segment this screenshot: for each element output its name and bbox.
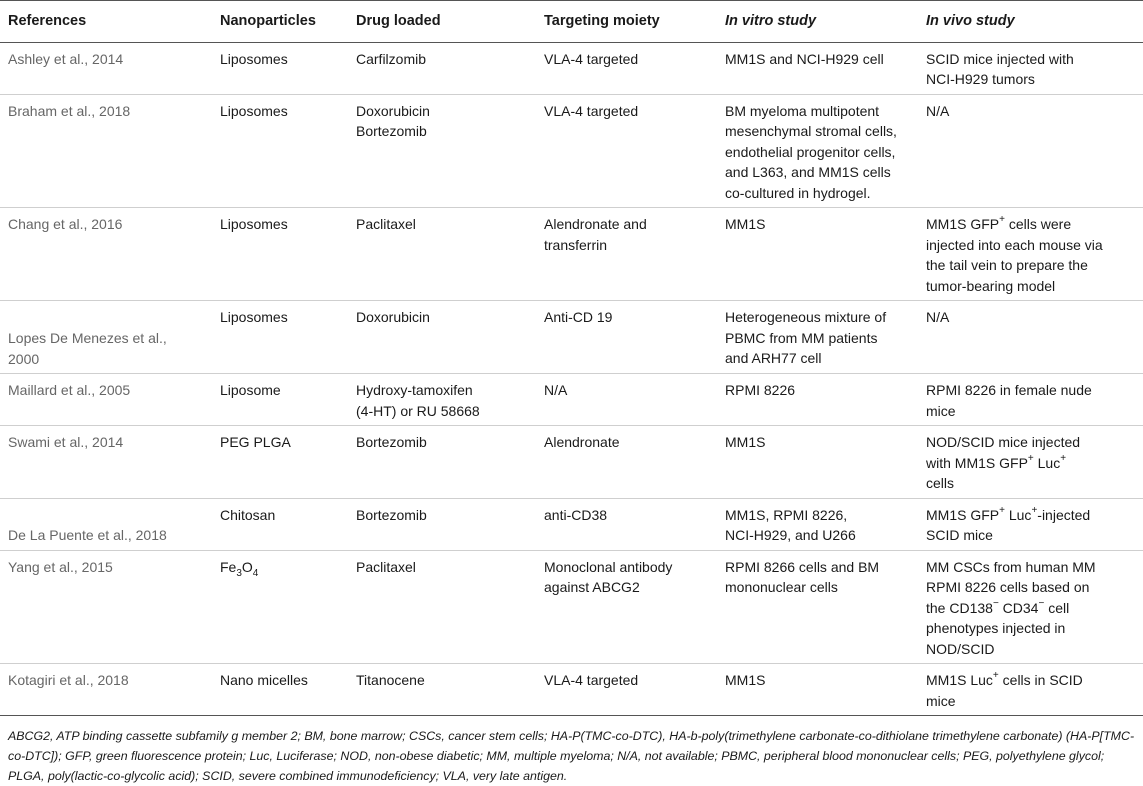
cell-nanoparticles: Liposomes bbox=[214, 42, 350, 94]
cell-line: Alendronate bbox=[544, 434, 620, 450]
cell-line: RPMI 8226 in female nude bbox=[926, 382, 1092, 398]
header-drug-loaded: Drug loaded bbox=[350, 1, 538, 43]
table-row bbox=[0, 374, 1143, 426]
header-targeting-moiety: Targeting moiety bbox=[538, 1, 719, 43]
cell-targeting bbox=[538, 498, 719, 550]
text-part: Fe bbox=[220, 558, 237, 575]
cell-line: Monoclonal antibody bbox=[544, 558, 673, 575]
cell-in-vitro bbox=[719, 208, 920, 301]
cell-nanoparticles: Liposomes bbox=[214, 208, 350, 301]
table-row bbox=[0, 301, 1143, 374]
cell-line: SCID mice injected with bbox=[926, 50, 1074, 67]
cell-line: Bortezomib bbox=[356, 434, 427, 450]
cell-in-vitro bbox=[719, 426, 920, 499]
cell-targeting bbox=[538, 94, 719, 208]
cell-reference: Kotagiri et al., 2018 bbox=[0, 664, 214, 716]
cell-line bbox=[926, 670, 1137, 691]
cell-nanoparticles: PEG PLGA bbox=[214, 426, 350, 499]
cell-drug bbox=[350, 42, 538, 94]
cell-reference: Yang et al., 2015 bbox=[0, 550, 214, 664]
cell-line: NCI-H929, and U266 bbox=[725, 527, 856, 543]
cell-line: co-cultured in hydrogel. bbox=[725, 184, 871, 201]
cell-line: Paclitaxel bbox=[356, 558, 416, 575]
cell-line: BM myeloma multipotent bbox=[725, 102, 880, 119]
cell-in-vivo bbox=[920, 94, 1143, 208]
table-row bbox=[0, 550, 1143, 664]
cell-drug bbox=[350, 208, 538, 301]
cell-line: MM1S and NCI-H929 cell bbox=[725, 50, 884, 67]
cell-line: Titanocene bbox=[356, 672, 425, 688]
text-part: MM1S Luc bbox=[926, 672, 993, 688]
cell-targeting bbox=[538, 42, 719, 94]
cell-line: VLA-4 targeted bbox=[544, 50, 639, 67]
cell-line: Paclitaxel bbox=[356, 216, 416, 232]
cell-line: SCID mice bbox=[926, 527, 993, 543]
text-part: the CD138 bbox=[926, 599, 993, 616]
cell-drug bbox=[350, 301, 538, 374]
cell-line: MM1S bbox=[725, 216, 766, 232]
cell-line: and ARH77 cell bbox=[725, 350, 822, 366]
header-in-vitro bbox=[719, 1, 920, 43]
cell-nanoparticles bbox=[214, 550, 350, 664]
superscript: − bbox=[992, 597, 999, 609]
cell-nanoparticles: Liposome bbox=[214, 374, 350, 426]
cell-line bbox=[926, 214, 1137, 235]
header-nanoparticles: Nanoparticles bbox=[214, 1, 350, 43]
cell-drug bbox=[350, 426, 538, 499]
cell-drug bbox=[350, 374, 538, 426]
cell-reference: Maillard et al., 2005 bbox=[0, 374, 214, 426]
superscript: − bbox=[1038, 597, 1045, 609]
cell-line: transferrin bbox=[544, 236, 608, 253]
cell-line: mesenchymal stromal cells, bbox=[725, 123, 897, 139]
header-in-vivo bbox=[920, 1, 1143, 43]
cell-line bbox=[926, 505, 1137, 526]
cell-line: Alendronate and bbox=[544, 216, 647, 232]
cell-in-vitro bbox=[719, 664, 920, 716]
cell-drug bbox=[350, 664, 538, 716]
cell-line: endothelial progenitor cells, bbox=[725, 143, 896, 160]
cell-reference bbox=[0, 301, 214, 374]
cell-line: Carfilzomib bbox=[356, 50, 427, 67]
cell-reference: De La Puente et al., 2018 bbox=[0, 498, 214, 550]
cell-line: phenotypes injected in bbox=[926, 620, 1066, 636]
table-row bbox=[0, 426, 1143, 499]
text-part: cell bbox=[1044, 599, 1070, 616]
text-part: Luc bbox=[1004, 506, 1032, 523]
cell-line: MM1S bbox=[725, 672, 766, 688]
superscript: + bbox=[1031, 504, 1038, 516]
table-row bbox=[0, 94, 1143, 208]
cell-targeting bbox=[538, 426, 719, 499]
cell-targeting bbox=[538, 550, 719, 664]
cell-nanoparticles: Liposomes bbox=[214, 301, 350, 374]
cell-drug bbox=[350, 550, 538, 664]
cell-line: anti-CD38 bbox=[544, 506, 608, 523]
cell-line: Doxorubicin bbox=[356, 102, 430, 119]
cell-line: RPMI 8226 bbox=[725, 382, 796, 398]
text-part: MM1S GFP bbox=[926, 216, 1000, 232]
cell-line bbox=[926, 598, 1137, 619]
cell-line: mononuclear cells bbox=[725, 579, 838, 595]
table-row bbox=[0, 664, 1143, 716]
cell-in-vitro bbox=[719, 550, 920, 664]
cell-line: Heterogeneous mixture of bbox=[725, 309, 887, 325]
cell-in-vitro bbox=[719, 498, 920, 550]
cell-line: N/A bbox=[926, 309, 950, 325]
cell-in-vitro bbox=[719, 301, 920, 374]
cell-reference: Braham et al., 2018 bbox=[0, 94, 214, 208]
cell-reference: Chang et al., 2016 bbox=[0, 208, 214, 301]
cell-in-vivo bbox=[920, 42, 1143, 94]
cell-line bbox=[926, 453, 1137, 474]
text-part: with MM1S GFP bbox=[926, 454, 1028, 471]
cell-in-vivo bbox=[920, 208, 1143, 301]
text-part: CD34 bbox=[998, 599, 1039, 616]
superscript: + bbox=[1027, 452, 1034, 464]
cell-line: injected into each mouse via bbox=[926, 236, 1103, 253]
cell-line: Anti-CD 19 bbox=[544, 309, 613, 325]
text-part: cells were bbox=[1004, 216, 1072, 232]
header-in-vitro-text: In vitro study bbox=[725, 13, 817, 29]
table-footnote: ABCG2, ATP binding cassette subfamily g member 2; BM, bone marrow; CSCs, cancer stem cells; HA-P(TMC-co-DTC), HA-b-poly(trimethylene carbonate-co-dithiolane trimethylene carbonate) (HA-P[TMC-co-DTC]); GFP, green fluorescence protein; Luc, Luciferase; NOD, non-obese diabetic; MM, multiple myeloma; N/A, not available; PBMC, peripheral blood mononuclear cells; PEG, polyethylene glycol; PLGA, poly(lactic-co-glycolic acid); SCID, severe combined immunodeficiency; VLA, very late antigen. bbox=[8, 729, 1135, 783]
cell-drug bbox=[350, 498, 538, 550]
cell-line: PBMC from MM patients bbox=[725, 329, 878, 346]
cell-targeting bbox=[538, 374, 719, 426]
cell-line: the tail vein to prepare the bbox=[926, 257, 1088, 273]
superscript: + bbox=[992, 670, 999, 682]
cell-in-vitro bbox=[719, 374, 920, 426]
text-part: O bbox=[241, 558, 253, 575]
cell-reference: Swami et al., 2014 bbox=[0, 426, 214, 499]
cell-line: N/A bbox=[926, 102, 950, 119]
superscript: + bbox=[999, 504, 1005, 516]
cell-in-vivo bbox=[920, 550, 1143, 664]
cell-in-vivo bbox=[920, 664, 1143, 716]
cell-in-vivo bbox=[920, 498, 1143, 550]
cell-line: N/A bbox=[544, 382, 568, 398]
subscript: 4 bbox=[252, 567, 259, 579]
cell-line: mice bbox=[926, 692, 956, 709]
cell-line: VLA-4 targeted bbox=[544, 102, 639, 119]
text-part: MM1S GFP bbox=[926, 506, 1000, 523]
cell-in-vitro bbox=[719, 42, 920, 94]
cell-line: Bortezomib bbox=[356, 123, 427, 139]
cell-nanoparticles: Chitosan bbox=[214, 498, 350, 550]
cell-drug bbox=[350, 94, 538, 208]
cell-line: RPMI 8266 cells and BM bbox=[725, 558, 880, 575]
cell-line: MM CSCs from human MM bbox=[926, 558, 1096, 575]
cell-targeting bbox=[538, 208, 719, 301]
cell-in-vivo bbox=[920, 301, 1143, 374]
cell-line: NOD/SCID mice injected bbox=[926, 434, 1081, 450]
cell-line: Doxorubicin bbox=[356, 309, 430, 325]
table-row bbox=[0, 208, 1143, 301]
cell-line: cells bbox=[926, 475, 955, 491]
cell-line: MM1S, RPMI 8226, bbox=[725, 506, 848, 523]
cell-line: RPMI 8226 cells based on bbox=[926, 579, 1090, 595]
table-row bbox=[0, 498, 1143, 550]
cell-line: Bortezomib bbox=[356, 506, 427, 523]
subscript: 3 bbox=[236, 567, 242, 579]
header-in-vivo-text: In vivo study bbox=[926, 13, 1015, 29]
header-references: References bbox=[0, 1, 214, 43]
superscript: + bbox=[1060, 452, 1067, 464]
cell-nanoparticles: Nano micelles bbox=[214, 664, 350, 716]
text-part: cells in SCID bbox=[998, 672, 1083, 688]
cell-line: (4-HT) or RU 58668 bbox=[356, 402, 480, 419]
cell-line: NCI-H929 tumors bbox=[926, 71, 1035, 87]
cell-line: MM1S bbox=[725, 434, 766, 450]
cell-in-vitro bbox=[719, 94, 920, 208]
cell-line: mice bbox=[926, 402, 956, 419]
cell-line: against ABCG2 bbox=[544, 579, 640, 595]
cell-targeting bbox=[538, 664, 719, 716]
cell-targeting bbox=[538, 301, 719, 374]
cell-in-vivo bbox=[920, 426, 1143, 499]
text-part: Luc bbox=[1033, 454, 1061, 471]
cell-line: Lopes De Menezes et al., bbox=[8, 330, 167, 346]
cell-line: tumor-bearing model bbox=[926, 277, 1056, 294]
cell-line: 2000 bbox=[8, 350, 40, 367]
table-header-row bbox=[0, 1, 1143, 43]
cell-line: and L363, and MM1S cells bbox=[725, 164, 891, 180]
superscript: + bbox=[999, 214, 1005, 226]
table-row bbox=[0, 42, 1143, 94]
cell-line: Hydroxy-tamoxifen bbox=[356, 382, 473, 398]
cell-in-vivo bbox=[920, 374, 1143, 426]
text-part: -injected bbox=[1037, 506, 1091, 523]
cell-line: VLA-4 targeted bbox=[544, 672, 639, 688]
cell-line: NOD/SCID bbox=[926, 640, 995, 657]
cell-nanoparticles: Liposomes bbox=[214, 94, 350, 208]
cell-reference: Ashley et al., 2014 bbox=[0, 42, 214, 94]
